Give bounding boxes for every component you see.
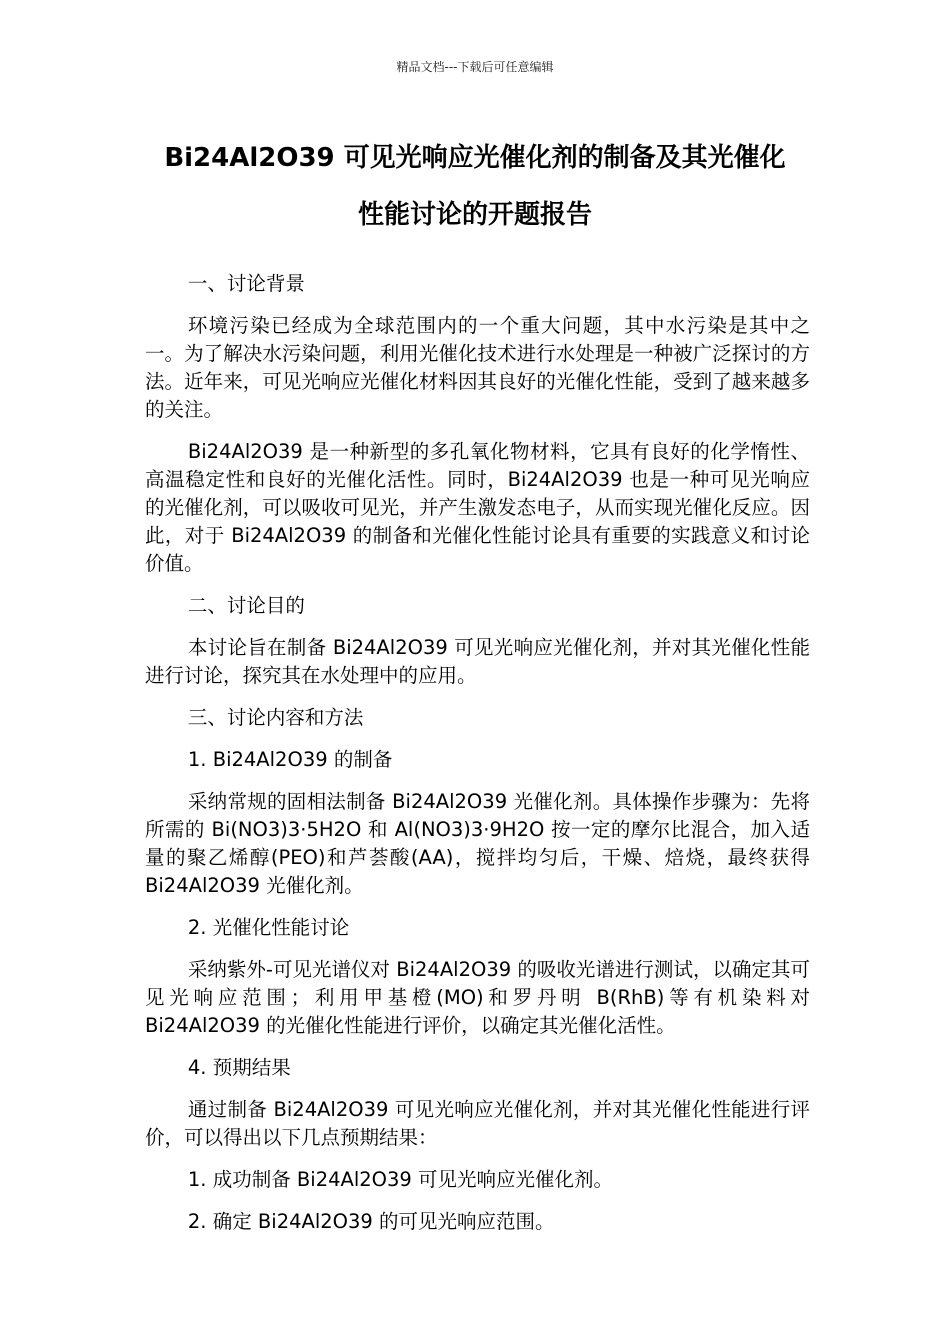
header-note: 精品文档---下载后可任意编辑 — [396, 60, 554, 74]
section-heading-background: 一、讨论背景 — [187, 272, 305, 295]
list-item-result-1: 1. 成功制备 Bi24Al2O39 可见光响应光催化剂。 — [187, 1168, 614, 1191]
paragraph-expected-results: 通过制备 Bi24Al2O39 可见光响应光催化剂，并对其光催化性能进行评价，可以得出以下几点预期结果： — [145, 1098, 810, 1149]
paragraph-photocatalysis: 采纳紫外-可见光谱仪对 Bi24Al2O39 的吸收光谱进行测试，以确定其可见光响应范围；利用甲基橙(MO)和罗丹明 B(RhB)等有机染料对 Bi24Al2O39 的光催化性能进行评价，以确定其光催化活性。 — [145, 958, 810, 1037]
document-title-line-1: Bi24Al2O39 可见光响应光催化剂的制备及其光催化 — [164, 143, 786, 173]
paragraph-preparation: 采纳常规的固相法制备 Bi24Al2O39 光催化剂。具体操作步骤为：先将所需的 Bi(NO3)3·5H2O 和 Al(NO3)3·9H2O 按一定的摩尔比混合，加入适量的聚乙烯醇(PEO)和芦荟酸(AA)，搅拌均匀后，干燥、焙烧，最终获得 Bi24Al2O39 光催化剂。 — [145, 790, 810, 897]
subheading-photocatalysis: 2. 光催化性能讨论 — [187, 916, 350, 939]
section-heading-expected-results: 4. 预期结果 — [187, 1056, 291, 1079]
document-body — [145, 270, 810, 1250]
paragraph-background-1: 环境污染已经成为全球范围内的一个重大问题，其中水污染是其中之一。为了解决水污染问题，利用光催化技术进行水处理是一种被广泛探讨的方法。近年来，可见光响应光催化材料因其良好的光催化性能，受到了越来越多的关注。 — [145, 314, 810, 421]
subheading-preparation: 1. Bi24Al2O39 的制备 — [187, 748, 393, 771]
document-title-line-2: 性能讨论的开题报告 — [357, 200, 592, 230]
list-item-result-2: 2. 确定 Bi24Al2O39 的可见光响应范围。 — [187, 1210, 555, 1233]
paragraph-purpose: 本讨论旨在制备 Bi24Al2O39 可见光响应光催化剂，并对其光催化性能进行讨论，探究其在水处理中的应用。 — [145, 636, 810, 687]
section-heading-content-methods: 三、讨论内容和方法 — [187, 706, 364, 729]
paragraph-background-2: Bi24Al2O39 是一种新型的多孔氧化物材料，它具有良好的化学惰性、高温稳定性和良好的光催化活性。同时，Bi24Al2O39 也是一种可见光响应的光催化剂，可以吸收可见光，并产生激发态电子，从而实现光催化反应。因此，对于 Bi24Al2O39 的制备和光催化性能讨论具有重要的实践意义和讨论价值。 — [145, 440, 810, 575]
section-heading-purpose: 二、讨论目的 — [187, 594, 305, 617]
